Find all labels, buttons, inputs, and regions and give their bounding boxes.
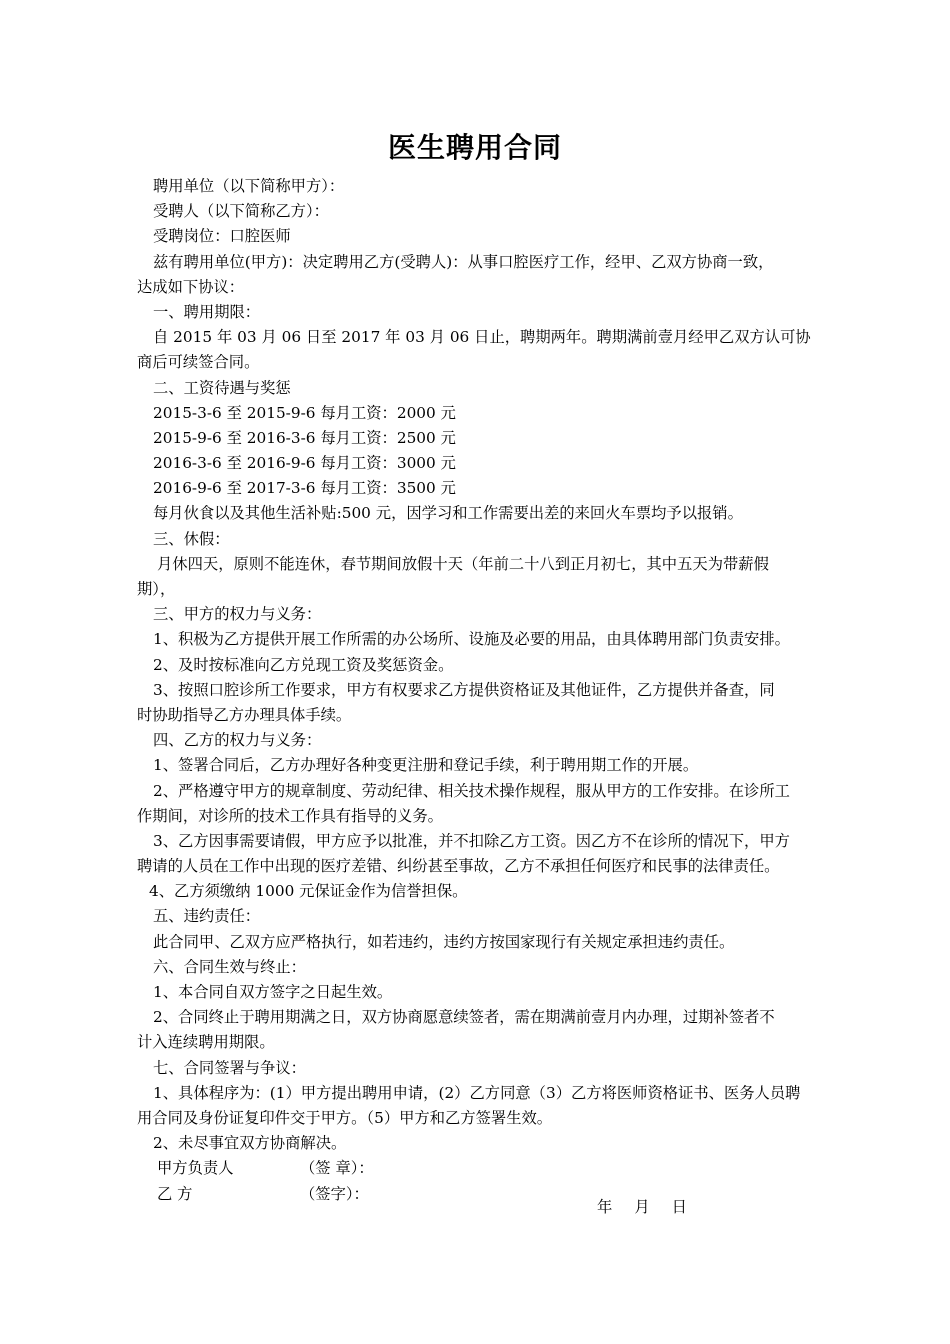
paragraph-line: 此合同甲、乙双方应严格执行，如若违约，违约方按国家现行有关规定承担违约责任。 [153,932,735,951]
paragraph-line: 3、按照口腔诊所工作要求，甲方有权要求乙方提供资格证及其他证件，乙方提供并备查，同 [153,680,775,699]
paragraph-line: 达成如下协议： [137,277,245,296]
paragraph-line: 五、违约责任： [153,907,261,926]
paragraph-line: 四、乙方的权力与义务： [153,731,322,750]
paragraph-line: 受聘人（以下简称乙方）： [153,202,329,221]
paragraph-line: 2、及时按标准向乙方兑现工资及奖惩资金。 [153,655,454,674]
paragraph-line: 三、休假： [153,529,230,548]
paragraph-line: 1、具体程序为：(1）甲方提出聘用申请，(2）乙方同意（3）乙方将医师资格证书、医务人员聘 [153,1083,801,1102]
date-year: 年 [597,1198,613,1216]
paragraph-line: 七、合同签署与争议： [153,1058,306,1077]
paragraph-line: 用合同及身份证复印件交于甲方。（5）甲方和乙方签署生效。 [137,1108,553,1127]
paragraph-line: 期）， [137,580,176,598]
paragraph-line: 1、本合同自双方签字之日起生效。 [153,983,393,1001]
date-day: 日 [671,1198,687,1216]
date-month: 月 [634,1198,650,1216]
paragraph-line: 2015-9-6 至 2016-3-6 每月工资：2500 元 [153,428,456,447]
document-title: 医生聘用合同 [387,131,562,164]
signature-row [137,1182,825,1207]
paragraph-line: 聘请的人员在工作中出现的医疗差错、纠纷甚至事故，乙方不承担任何医疗和民事的法律责任。 [137,857,780,876]
contract-body [137,174,825,1207]
paragraph-line: 商后可续签合同。 [137,353,260,372]
paragraph-line: 2016-9-6 至 2017-3-6 每月工资：3500 元 [153,479,456,498]
paragraph-line: 月休四天，原则不能连休，春节期间放假十天（年前二十八到正月初七，其中五天为带薪假 [157,554,769,573]
paragraph-line: 1、积极为乙方提供开展工作所需的办公场所、设施及必要的用品，由具体聘用部门负责安排。 [153,630,790,649]
signature-field: （签 章）： [300,1159,374,1178]
signature-party: 乙 方 [157,1184,193,1203]
signature-row [137,1156,825,1181]
paragraph-line: 兹有聘用单位(甲方)：决定聘用乙方(受聘人)：从事口腔医疗工作，经甲、乙双方协商一致， [153,252,774,271]
paragraph-line: 2015-3-6 至 2015-9-6 每月工资：2000 元 [153,403,456,422]
paragraph-line: 聘用单位（以下简称甲方）： [153,177,345,195]
paragraph-line: 2、合同终止于聘用期满之日，双方协商愿意续签者，需在期满前壹月内办理，过期补签者不 [153,1008,775,1027]
paragraph-line: 2、未尽事宜双方协商解决。 [153,1134,347,1153]
paragraph-line: 三、甲方的权力与义务： [153,605,322,624]
paragraph-line: 六、合同生效与终止： [153,957,306,976]
paragraph-line: 2、严格遵守甲方的规章制度、劳动纪律、相关技术操作规程，服从甲方的工作安排。在诊所工 [153,781,790,800]
paragraph-line: 1、签署合同后，乙方办理好各种变更注册和登记手续，利于聘用期工作的开展。 [153,756,699,775]
paragraph-line: 作期间，对诊所的技术工作具有指导的义务。 [137,806,443,825]
paragraph-line: 每月伙食以及其他生活补贴:500 元，因学习和工作需要出差的来回火车票均予以报销。 [153,504,743,523]
paragraph-line: 计入连续聘用期限。 [137,1033,275,1052]
paragraph-line: 4、乙方须缴纳 1000 元保证金作为信誉担保。 [149,882,468,901]
paragraph-line: 2016-3-6 至 2016-9-6 每月工资：3000 元 [153,454,456,473]
paragraph-line: 3、乙方因事需要请假，甲方应予以批准，并不扣除乙方工资。因乙方不在诊所的情况下，甲方 [153,831,790,850]
paragraph-line: 自 2015 年 03 月 06 日至 2017 年 03 月 06 日止，聘期两年。聘期满前壹月经甲乙双方认可协 [153,328,811,347]
paragraph-line: 时协助指导乙方办理具体手续。 [137,705,352,724]
date-line [597,1195,709,1220]
paragraph-line: 受聘岗位：口腔医师 [153,227,291,246]
paragraph-line: 二、工资待遇与奖惩 [153,378,291,397]
signature-party: 甲方负责人 [157,1159,234,1178]
signature-field: （签字）： [300,1184,369,1203]
paragraph-line: 一、聘用期限： [153,302,261,321]
